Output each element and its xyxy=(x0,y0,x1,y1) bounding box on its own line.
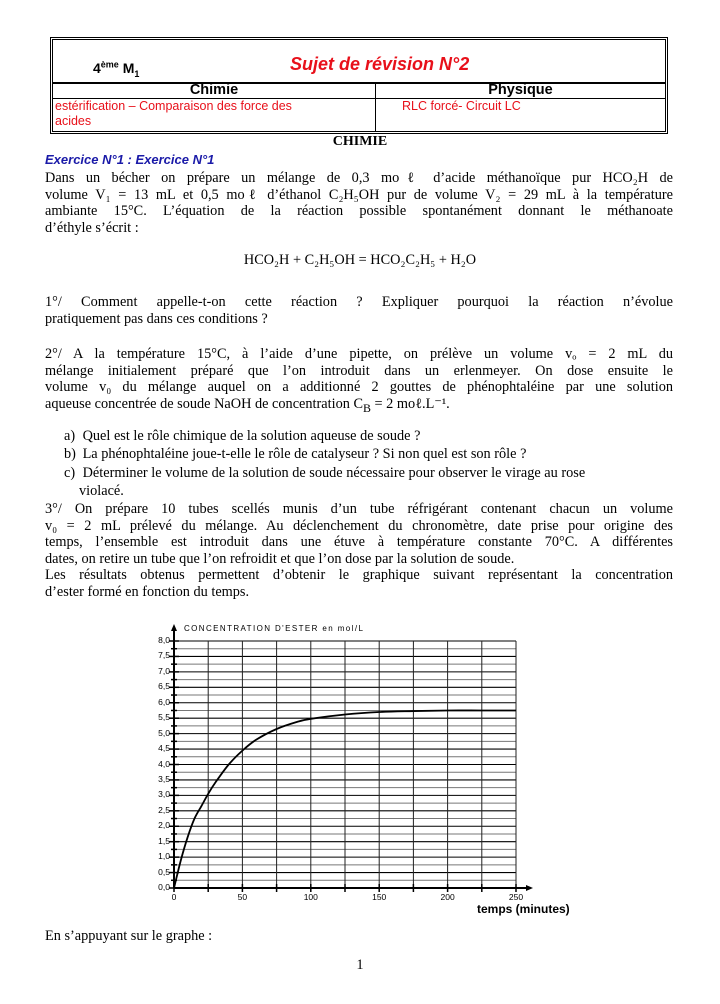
question-3 xyxy=(45,501,673,600)
text-line: Les résultats obtenus permettent d’obtenir le graphique suivant représentant la concentration xyxy=(45,567,673,583)
text-line: 3°/ On prépare 10 tubes scellés munis d’un tube réfrigérant contenant chacun un volume xyxy=(45,501,673,517)
section-title: CHIMIE xyxy=(332,134,388,149)
y-tick-label: 7,5 xyxy=(158,650,170,661)
y-tick-label: 2,5 xyxy=(158,804,170,815)
y-tick-label: 0,5 xyxy=(158,866,170,877)
series-line-concentration xyxy=(174,710,516,888)
y-tick-label: 5,5 xyxy=(158,712,170,723)
header-box xyxy=(50,37,668,134)
page-number: 1 xyxy=(356,957,364,973)
text-line: d’éthyle s’écrit : xyxy=(45,219,139,236)
y-tick-label: 0,0 xyxy=(158,882,170,892)
question-1 xyxy=(45,294,673,327)
x-tick-label: 50 xyxy=(237,892,248,902)
y-tick-label: 7,0 xyxy=(158,665,170,676)
topic-physique: RLC forcé- Circuit LC xyxy=(402,99,521,113)
text-line: mélange initialement préparé que l’on introduit dans un erlenmeyer. On dose ensuite le xyxy=(45,362,673,379)
y-tick-label: 3,5 xyxy=(158,773,170,784)
text-line: v₀ = 2 mL prélevé du mélange. Au déclenchement du chronomètre, date prise pour origine des xyxy=(45,517,673,534)
text-line: ambiante 15°C. L’équation de la réaction possible spontanément donnant le méthanoate xyxy=(45,203,673,219)
y-tick-label: 4,0 xyxy=(158,758,170,769)
y-tick-label: 1,0 xyxy=(158,851,170,862)
y-tick-label: 5,0 xyxy=(158,727,170,738)
y-tick-label: 6,0 xyxy=(158,696,170,707)
text-line: 1°/ Comment appelle-t-on cette réaction ? Expliquer pourquoi la réaction n’évolue xyxy=(45,294,673,310)
x-tick-label: 150 xyxy=(372,892,387,902)
text-line: pratiquement pas dans ces conditions ? xyxy=(45,310,268,327)
chart-title: CONCENTRATION D'ESTER en mol/L xyxy=(184,624,365,633)
x-tick-label: 250 xyxy=(508,892,524,902)
reaction-equation: HCO₂H + C₂H₅OH = HCO₂C₂H₅ + H₂O xyxy=(243,252,477,268)
y-axis-arrow xyxy=(171,624,177,631)
x-axis-title: temps (minutes) xyxy=(477,902,570,916)
column-physique: Physique xyxy=(488,82,553,98)
text-line: aqueuse concentrée de soude NaOH de concentration $C_B = 2$ moℓ.L⁻¹. xyxy=(45,395,450,415)
intro-paragraph xyxy=(45,170,673,236)
text-line: temps, l’ensemble est introduit dans une étuve à température constante 70°C. A différentes xyxy=(45,534,673,550)
subject-title: Sujet de révision N°2 xyxy=(290,54,470,74)
y-tick-label: 8,0 xyxy=(158,635,170,645)
text-line: volume V₁ = 13 mL et 0,5 moℓ d’éthanol C₂H₅OH pur de volume V₂ = 29 mL à la température xyxy=(45,186,673,203)
text-line: volume v₀ du mélange auquel on a additionné 2 gouttes de phénophtaléine par une solution xyxy=(45,379,673,395)
question-2b: b) La phénophtaléine joue-t-elle le rôle de catalyseur ? Si non quel est son rôle ? xyxy=(64,446,527,462)
text-line: dates, on retire un tube que l’on refroidit et que l’on dose par la solution de soude. xyxy=(45,550,515,567)
column-chimie: Chimie xyxy=(189,82,239,98)
text-line: d’ester formé en fonction du temps. xyxy=(45,583,250,600)
text-line: 2°/ A la température 15°C, à l’aide d’une pipette, on prélève un volume vₒ = 2 mL du xyxy=(45,346,673,362)
y-tick-label: 3,0 xyxy=(158,789,170,800)
question-2c-continued: violacé. xyxy=(79,483,124,499)
column-divider xyxy=(375,82,376,131)
question-2c: c) Déterminer le volume de la solution de soude nécessaire pour observer le virage au rose xyxy=(64,465,586,481)
x-tick-label: 100 xyxy=(303,892,318,902)
y-tick-label: 4,5 xyxy=(158,743,170,754)
topic-chimie: estérification – Comparaison des force des acides xyxy=(55,99,292,128)
x-axis-arrow xyxy=(526,885,533,891)
question-2 xyxy=(45,346,673,415)
class-level: 4ème $M_1$ xyxy=(93,59,140,79)
header-columns-row xyxy=(53,82,665,99)
exercise-title: Exercice N°1 : Exercice N°1 xyxy=(45,152,215,167)
y-tick-label: 1,5 xyxy=(158,835,170,846)
y-tick-label: 2,0 xyxy=(158,820,170,831)
closing-text: En s’appuyant sur le graphe : xyxy=(45,928,213,944)
y-tick-label: 6,5 xyxy=(158,681,170,692)
x-tick-label: 200 xyxy=(440,892,455,902)
question-2a: a) Quel est le rôle chimique de la solution aqueuse de soude ? xyxy=(64,428,421,444)
text-line: Dans un bécher on prépare un mélange de 0,3 moℓ d’acide méthanoïque pur HCO₂H de xyxy=(45,170,673,186)
x-tick-label: 0 xyxy=(171,892,177,902)
header-title-row xyxy=(53,40,665,84)
